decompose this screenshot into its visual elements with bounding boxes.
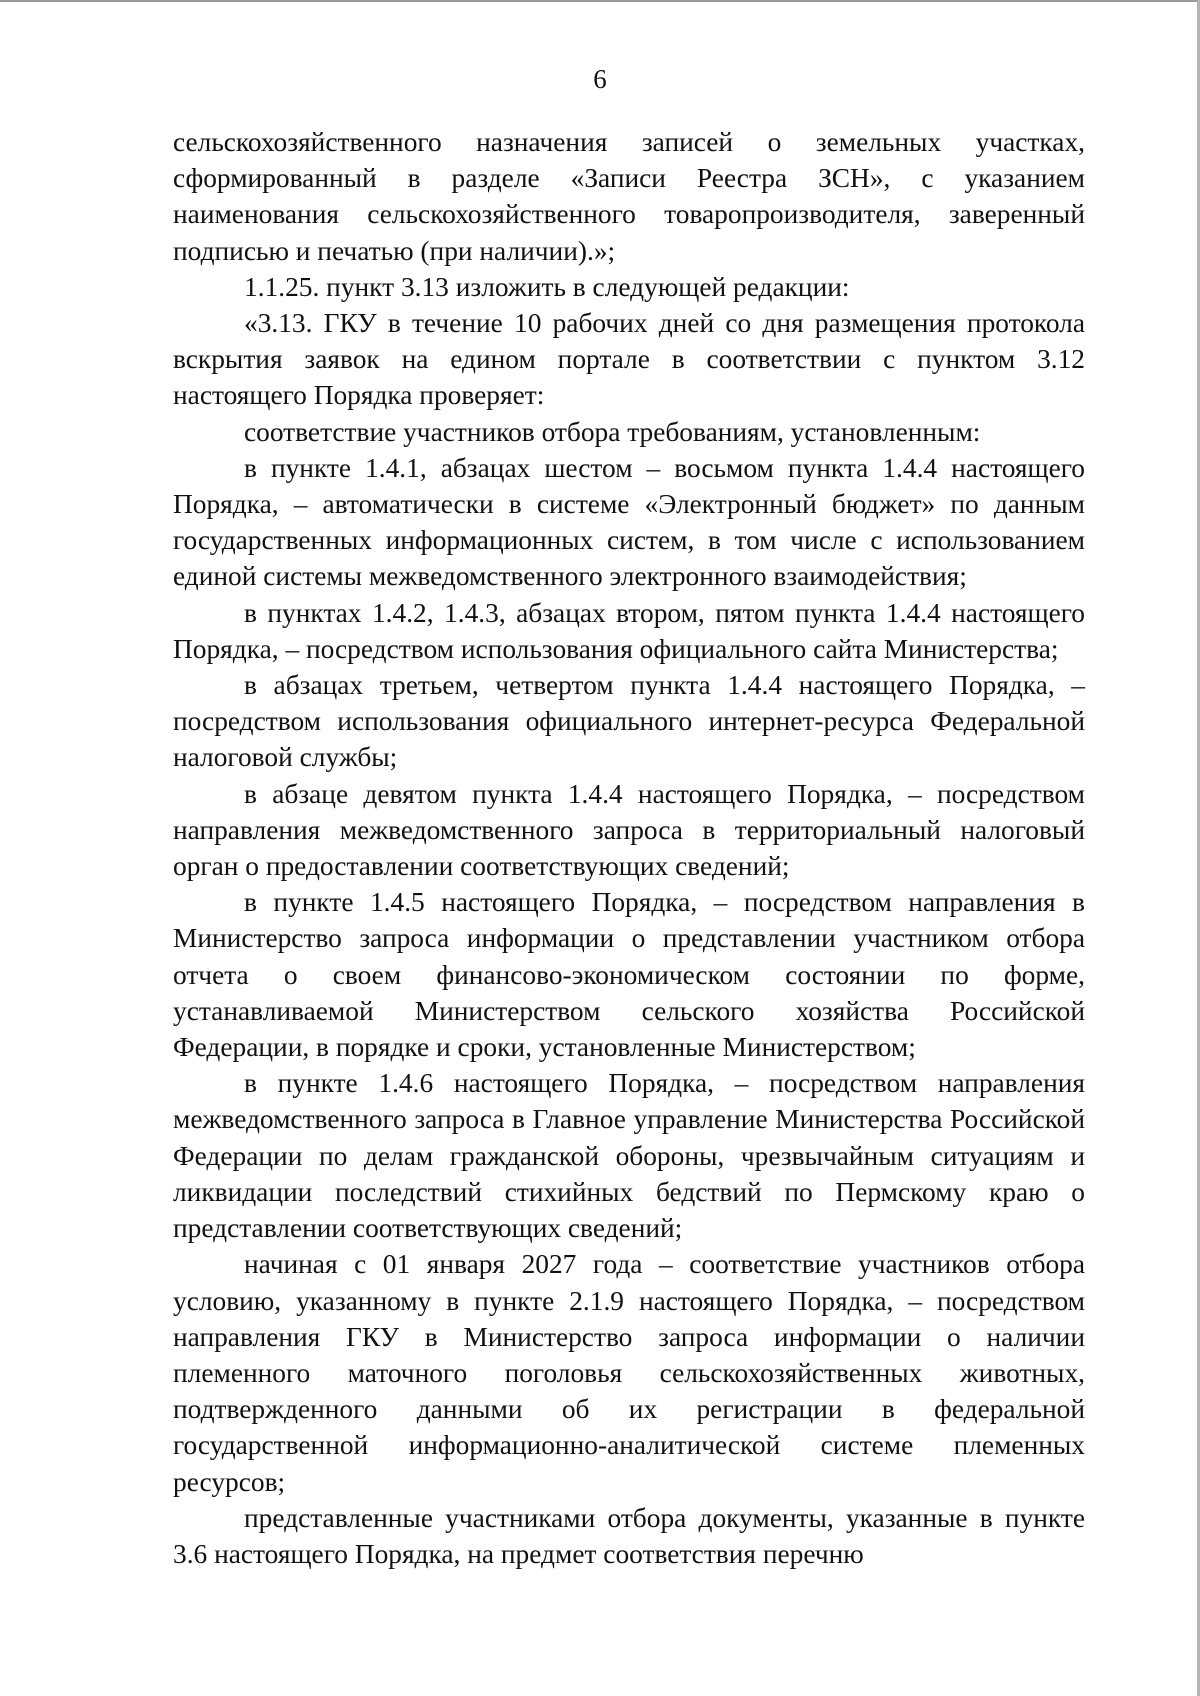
paragraph: в пунктах 1.4.2, 1.4.3, абзацах втором, пятом пункта 1.4.4 настоящего Порядка, – посредством использования официального сайта Министерства; — [173, 597, 1085, 664]
page-number: 6 — [593, 64, 607, 94]
paragraph: в абзаце девятом пункта 1.4.4 настоящего Порядка, – посредством направления межведомственного запроса в территориальный налоговый орган о предоставлении соответствующих сведений; — [173, 778, 1085, 882]
paragraph: 1.1.25. пункт 3.13 изложить в следующей редакции: — [244, 271, 850, 302]
paragraph: начиная с 01 января 2027 года – соответствие участников отбора условию, указанному в пункте 2.1.9 настоящего Порядка, – посредством направления ГКУ в Министерство запроса информации о наличии племенного маточного поголовья сельскохозяйственных животных, подтвержденного данными об их регистрации в федеральной государственной информационно-аналитической системе племенных ресурсов; — [173, 1249, 1085, 1497]
paragraph: в пункте 1.4.6 настоящего Порядка, – посредством направления межведомственного запроса в Главное управление Министерства Российской Федерации по делам гражданской обороны, чрезвычайным ситуациям и ликвидации последствий стихийных бедствий по Пермскому краю о представлении соответствующих сведений; — [173, 1068, 1085, 1244]
paragraph: в пункте 1.4.1, абзацах шестом – восьмом пункта 1.4.4 настоящего Порядка, – автоматически в системе «Электронный бюджет» по данным государственных информационных систем, в том числе с использованием единой системы межведомственного электронного взаимодействия; — [173, 452, 1085, 592]
paragraph: в пункте 1.4.5 настоящего Порядка, – посредством направления в Министерство запроса информации о представлении участником отбора отчета о своем финансово-экономическом состоянии по форме, устанавливаемой Министерством сельского хозяйства Российской Федерации, в порядке и сроки, установленные Министерством; — [173, 887, 1085, 1063]
paragraph: соответствие участников отбора требованиям, установленным: — [244, 416, 981, 447]
document-body — [173, 124, 1085, 1572]
paragraph: представленные участниками отбора документы, указанные в пункте 3.6 настоящего Порядка, на предмет соответствия перечню — [173, 1502, 1085, 1569]
paragraph: в абзацах третьем, четвертом пункта 1.4.4 настоящего Порядка, – посредством использования официального интернет-ресурса Федеральной налоговой службы; — [173, 670, 1085, 773]
paragraph: «3.13. ГКУ в течение 10 рабочих дней со дня размещения протокола вскрытия заявок на едином портале в соответствии с пунктом 3.12 настоящего Порядка проверяет: — [173, 308, 1085, 411]
paragraph: сельскохозяйственного назначения записей о земельных участках, сформированный в разделе «Записи Реестра ЗСН», с указанием наименования сельскохозяйственного товаропроизводителя, заверенный подписью и печатью (при наличии).»; — [173, 127, 1085, 266]
